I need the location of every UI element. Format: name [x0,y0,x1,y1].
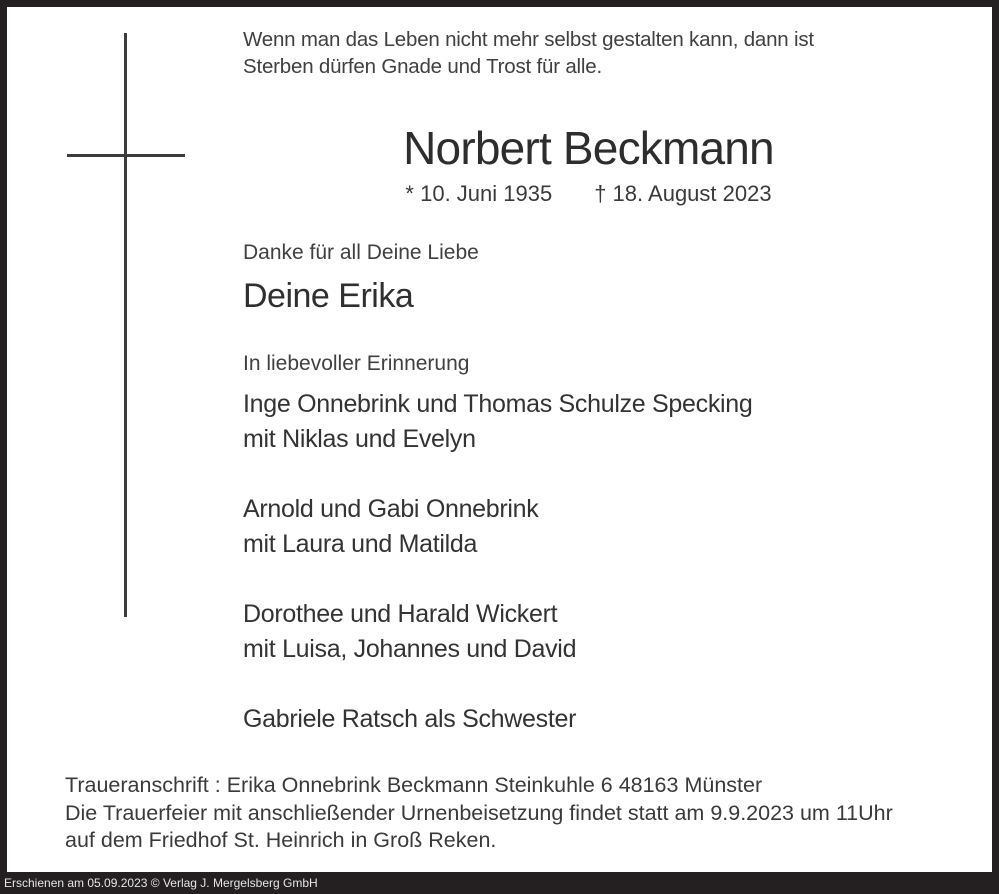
mourner-group [243,597,576,666]
mourner-line: Inge Onnebrink und Thomas Schulze Specking [243,390,753,418]
mourner-line: Gabriele Ratsch als Schwester [243,705,577,733]
mourner-line: mit Laura und Matilda [243,529,478,558]
obituary-card [7,7,992,872]
birth-date: * 10. Juni 1935 [405,181,553,206]
funeral-line-2: auf dem Friedhof St. Heinrich in Groß Reken. [65,828,497,852]
epitaph [243,27,883,80]
cross-icon-vertical-bar [124,33,127,617]
publisher-note: Erschienen am 05.09.2023 © Verlag J. Mergelsberg GmbH [4,876,318,890]
thanks-line: Danke für all Deine Liebe [243,241,479,264]
cross-icon-horizontal-bar [67,154,185,157]
mourning-address-line: Traueranschrift : Erika Onnebrink Beckmann Steinkuhle 6 48163 Münster [65,773,763,797]
mourner-line: mit Niklas und Evelyn [243,424,476,453]
mourner-group [243,492,538,561]
life-dates [243,181,934,207]
signature-name: Deine Erika [243,277,414,315]
death-date: † 18. August 2023 [594,181,772,206]
publisher-bar [0,872,999,894]
deceased-name: Norbert Beckmann [403,122,774,174]
mourner-line: Arnold und Gabi Onnebrink [243,495,539,523]
funeral-info [65,772,945,855]
mourner-line: Dorothee und Harald Wickert [243,600,558,628]
epitaph-line-2: Sterben dürfen Gnade und Trost für alle. [243,54,602,78]
mourner-line: mit Luisa, Johannes und David [243,634,577,663]
funeral-line-1: Die Trauerfeier mit anschließender Urnenbeisetzung findet statt am 9.9.2023 um 11Uhr [65,800,893,825]
mourner-group [243,702,576,737]
memory-intro: In liebevoller Erinnerung [243,352,470,375]
epitaph-line-1: Wenn man das Leben nicht mehr selbst gestalten kann, dann ist [243,28,814,51]
mourner-group [243,387,752,456]
